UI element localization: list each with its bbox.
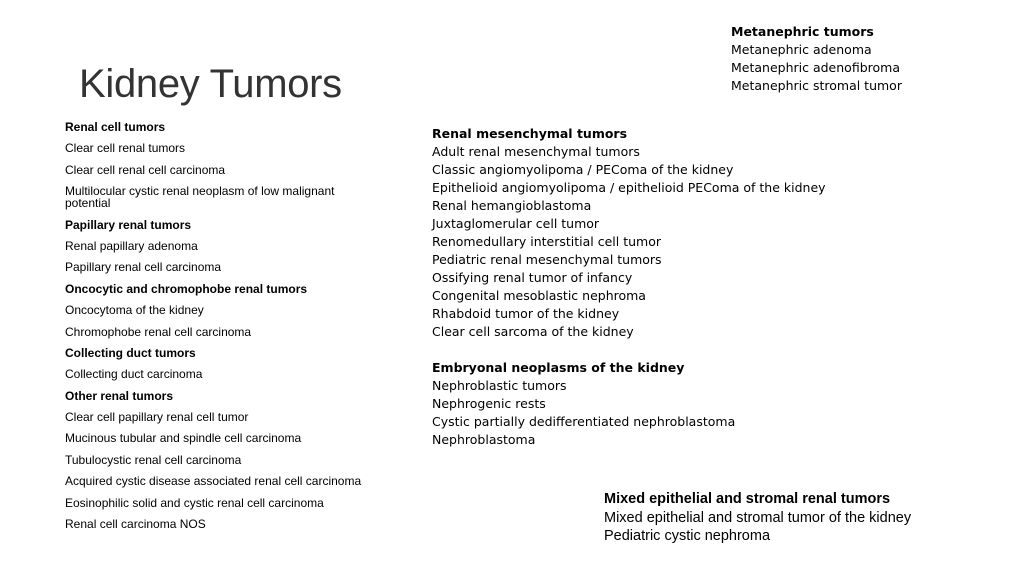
mesenchymal-item: Classic angiomyolipoma / PEComa of the kidney	[432, 162, 734, 177]
mesenchymal-embryonal-section	[432, 125, 852, 449]
mesenchymal-item: Juxtaglomerular cell tumor	[432, 216, 600, 231]
mesenchymal-item: Renomedullary interstitial cell tumor	[432, 234, 661, 249]
mixed-item: Pediatric cystic nephroma	[604, 528, 771, 544]
embryonal-heading: Embryonal neoplasms of the kidney	[432, 360, 685, 375]
list-item: Renal papillary adenoma	[65, 238, 198, 253]
list-item: Tubulocystic renal cell carcinoma	[65, 452, 242, 467]
embryonal-item: Nephroblastoma	[432, 432, 536, 447]
embryonal-item: Nephrogenic rests	[432, 396, 546, 411]
metanephric-heading: Metanephric tumors	[731, 24, 874, 39]
list-item: Mucinous tubular and spindle cell carcinoma	[65, 431, 302, 446]
mesenchymal-item: Pediatric renal mesenchymal tumors	[432, 252, 662, 267]
mixed-heading: Mixed epithelial and stromal renal tumors	[604, 491, 891, 507]
mixed-tumors-section	[604, 490, 911, 546]
mesenchymal-item: Ossifying renal tumor of infancy	[432, 270, 633, 285]
metanephric-section	[731, 23, 902, 95]
list-item: Chromophobe renal cell carcinoma	[65, 324, 252, 339]
mesenchymal-item: Epithelioid angiomyolipoma / epithelioid PEComa of the kidney	[432, 180, 826, 195]
list-item: Acquired cystic disease associated renal cell carcinoma	[65, 474, 362, 489]
embryonal-item: Nephroblastic tumors	[432, 378, 567, 393]
list-item: Multilocular cystic renal neoplasm of low malignant potential	[65, 184, 335, 211]
metanephric-item: Metanephric adenoma	[731, 42, 872, 57]
page-title: Kidney Tumors	[79, 62, 342, 106]
list-heading: Renal cell tumors	[65, 120, 166, 134]
section-spacer	[432, 341, 852, 359]
metanephric-item: Metanephric adenofibroma	[731, 60, 900, 75]
mixed-item: Mixed epithelial and stromal tumor of the kidney	[604, 509, 912, 526]
list-heading: Collecting duct tumors	[65, 345, 196, 360]
list-heading: Papillary renal tumors	[65, 217, 192, 232]
mesenchymal-item: Congenital mesoblastic nephroma	[432, 288, 646, 303]
list-heading: Oncocytic and chromophobe renal tumors	[65, 281, 308, 296]
list-item: Clear cell papillary renal cell tumor	[65, 410, 249, 425]
mesenchymal-item: Renal hemangioblastoma	[432, 198, 592, 213]
epithelial-tumors-list	[65, 121, 365, 539]
metanephric-item: Metanephric stromal tumor	[731, 78, 902, 93]
list-item: Oncocytoma of the kidney	[65, 303, 204, 318]
embryonal-item: Cystic partially dedifferentiated nephroblastoma	[432, 414, 736, 429]
mesenchymal-item: Clear cell sarcoma of the kidney	[432, 324, 634, 339]
list-item: Clear cell renal cell carcinoma	[65, 162, 226, 177]
list-item: Papillary renal cell carcinoma	[65, 260, 222, 275]
list-heading: Other renal tumors	[65, 388, 174, 403]
mesenchymal-item: Adult renal mesenchymal tumors	[432, 144, 640, 159]
list-item: Renal cell carcinoma NOS	[65, 517, 206, 532]
mesenchymal-heading: Renal mesenchymal tumors	[432, 126, 628, 141]
list-item: Collecting duct carcinoma	[65, 367, 203, 382]
list-item: Clear cell renal tumors	[65, 141, 186, 156]
mesenchymal-item: Rhabdoid tumor of the kidney	[432, 306, 620, 321]
list-item: Eosinophilic solid and cystic renal cell carcinoma	[65, 495, 324, 510]
